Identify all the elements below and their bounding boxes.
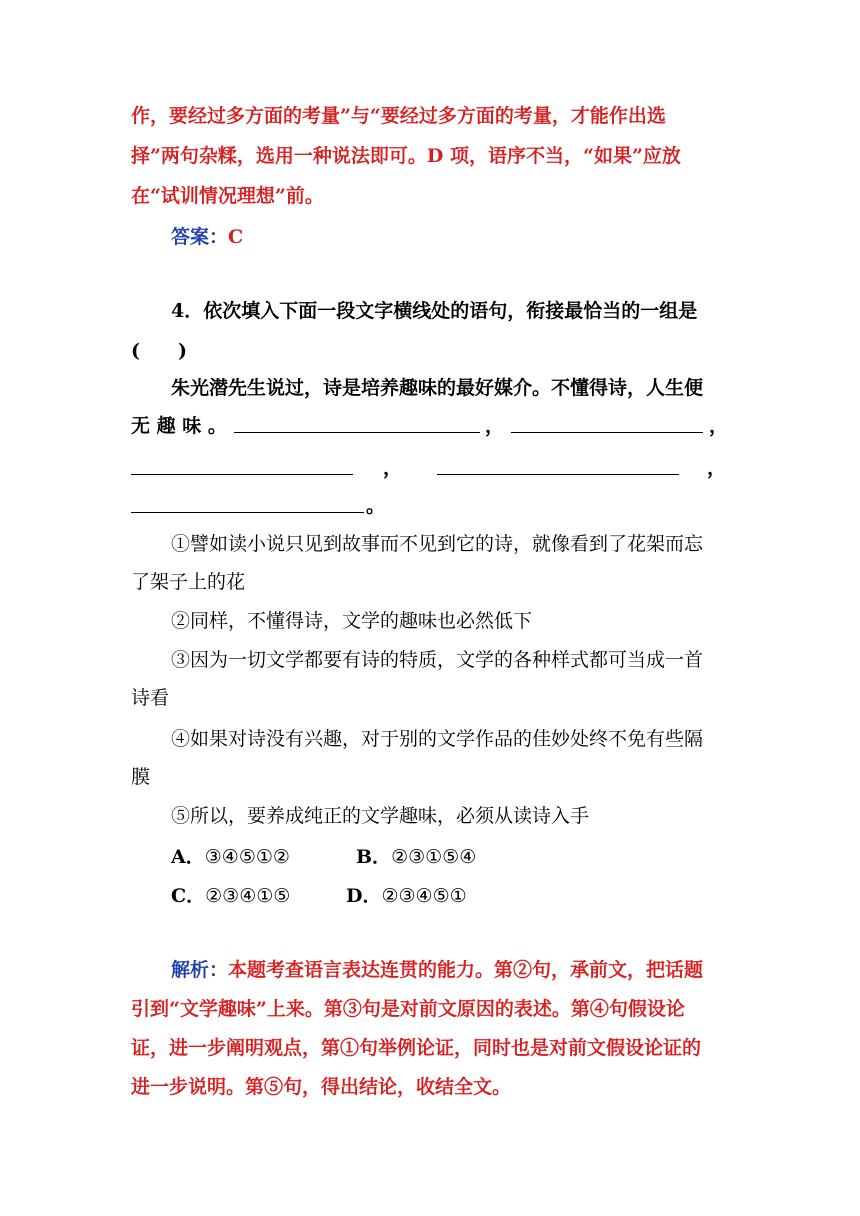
sentence-2: ②同样，不懂得诗，文学的趣味也必然低下 <box>171 610 533 632</box>
passage-line-2-start: 无 趣 味 。 <box>131 415 227 437</box>
sentence-1-line-1: ①譬如读小说只见到故事而不见到它的诗，就像看到了花架而忘 <box>171 533 704 555</box>
sentence-4-line-1: ④如果对诗没有兴趣，对于别的文学作品的佳妙处终不免有些隔 <box>171 728 704 750</box>
blank-comma-2: ， <box>709 415 729 437</box>
option-a-letter: A． <box>171 846 205 868</box>
option-c-letter: C． <box>171 885 206 907</box>
sentence-3-line-1: ③因为一切文学都要有诗的特质，文学的各种样式都可当成一首 <box>171 649 704 671</box>
answer-value: C <box>228 226 244 248</box>
analysis-line-2: 引到“文学趣味”上来。第③句是对前文原因的表述。第④句假设论 <box>131 998 685 1020</box>
prev-answer <box>171 225 731 249</box>
passage-line-1: 朱光潜先生说过，诗是培养趣味的最好媒介。不懂得诗，人生便 <box>171 377 704 399</box>
blank-comma-3: ， <box>383 457 403 479</box>
analysis-label: 解析： <box>171 959 229 981</box>
analysis-line-3: 证，进一步阐明观点，第①句举例论证，同时也是对前文假设论证的 <box>131 1037 702 1059</box>
fill-blank-1 <box>234 414 480 433</box>
prev-analysis-line-3: 在“试训情况理想”前。 <box>131 185 324 207</box>
blank-comma-1: ， <box>485 415 505 437</box>
sentence-5: ⑤所以，要养成纯正的文学趣味，必须从读诗入手 <box>171 805 590 827</box>
fill-blank-3 <box>131 456 353 475</box>
option-d[interactable] <box>346 884 467 908</box>
option-b[interactable] <box>356 845 476 869</box>
blank-period: 。 <box>366 495 386 517</box>
question-4-stem: 4．依次填入下面一段文字横线处的语句，衔接最恰当的一组是 <box>171 300 698 322</box>
analysis-line-1 <box>171 958 731 982</box>
option-a-text: ③④⑤①② <box>204 846 290 868</box>
prev-analysis-line-2: 择”两句杂糅，选用一种说法即可。D 项，语序不当，“如果”应放 <box>131 145 681 167</box>
option-c[interactable] <box>171 884 290 908</box>
options-row-2 <box>171 884 731 908</box>
fill-blank-2 <box>511 414 703 433</box>
question-4-bracket: ( ) <box>131 340 187 362</box>
sentence-1-line-2: 了架子上的花 <box>131 571 246 593</box>
option-c-text: ②③④①⑤ <box>205 885 291 907</box>
analysis-line-4: 进一步说明。第⑤句，得出结论，收结全文。 <box>131 1076 512 1098</box>
fill-blank-5 <box>131 494 364 513</box>
option-d-text: ②③④⑤① <box>381 885 467 907</box>
analysis-line-1-text: 本题考查语言表达连贯的能力。第②句，承前文，把话题 <box>228 959 704 981</box>
answer-label: 答案： <box>171 226 229 248</box>
option-d-letter: D． <box>346 885 382 907</box>
prev-analysis-line-1: 作，要经过多方面的考量”与“要经过多方面的考量，才能作出选 <box>131 105 666 127</box>
sentence-4-line-2: 膜 <box>131 766 151 788</box>
fill-blank-4 <box>437 456 679 475</box>
option-b-text: ②③①⑤④ <box>391 846 477 868</box>
blank-comma-4: ， <box>707 457 727 479</box>
sentence-3-line-2: 诗看 <box>131 687 170 709</box>
options-row-1 <box>171 845 731 869</box>
option-a[interactable] <box>171 845 290 869</box>
passage-line-2 <box>131 414 731 438</box>
option-b-letter: B． <box>356 846 392 868</box>
